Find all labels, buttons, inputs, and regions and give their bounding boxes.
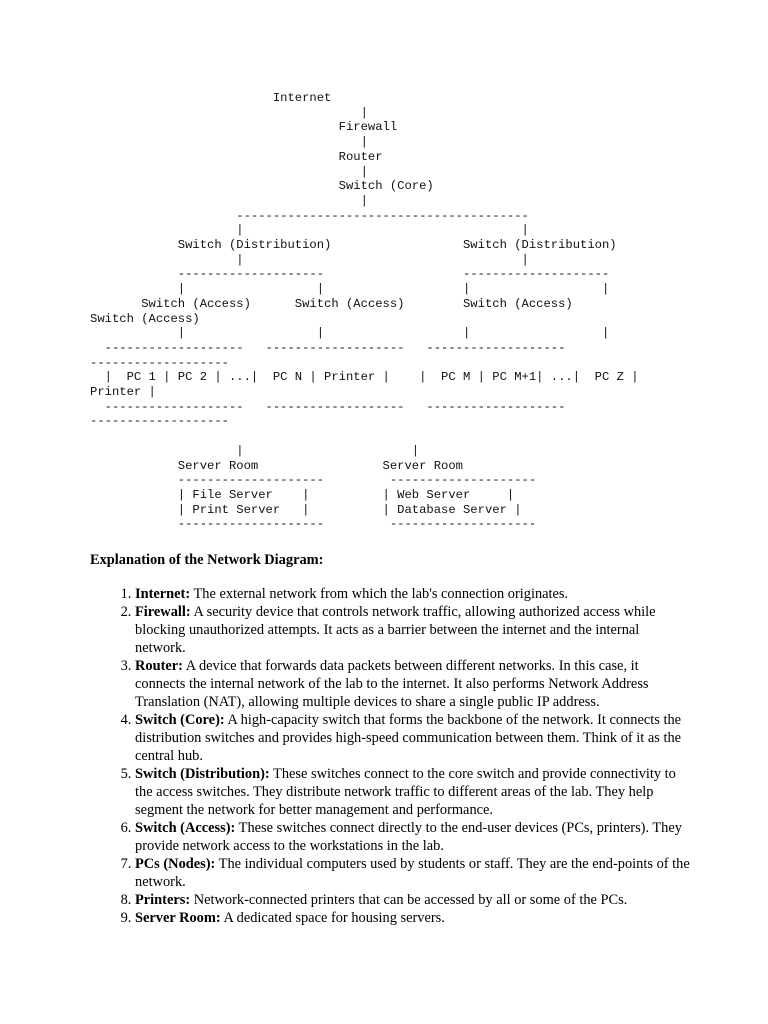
list-item-printers (135, 891, 690, 909)
explanation-section (90, 551, 690, 927)
term-label: Server Room: (135, 910, 221, 926)
term-label: Firewall: (135, 604, 191, 620)
term-description: A device that forwards data packets between different networks. In this case, it connects the internal network of the lab to the internet. It also performs Network Address Translation (NAT), allowing multiple devices to share a single public IP address. (135, 658, 649, 710)
term-label: Printers: (135, 892, 191, 908)
list-item-pcs (135, 855, 690, 891)
list-item-internet (135, 585, 690, 603)
term-label: Switch (Core): (135, 712, 225, 728)
list-item-router (135, 657, 690, 711)
term-label: Router: (135, 658, 183, 674)
explanation-list (90, 585, 690, 927)
term-description: The external network from which the lab's connection originates. (190, 586, 569, 602)
term-label: Switch (Access): (135, 820, 236, 836)
term-description: Network-connected printers that can be accessed by all or some of the PCs. (190, 892, 628, 908)
list-item-server-room (135, 909, 690, 927)
term-description: The individual computers used by students or staff. They are the end-points of the network. (135, 856, 690, 890)
term-description: These switches connect directly to the end-user devices (PCs, printers). They provide network access to the workstations in the lab. (135, 820, 682, 854)
term-label: Internet: (135, 586, 191, 602)
term-description: These switches connect to the core switch and provide connectivity to the access switches. They distribute network traffic to different areas of the lab. They help segment the network for better management and performance. (135, 766, 676, 818)
list-item-switch-core (135, 711, 690, 765)
term-label: PCs (Nodes): (135, 856, 216, 872)
term-description: A dedicated space for housing servers. (220, 910, 445, 926)
list-item-switch-access (135, 819, 690, 855)
term-description: A high-capacity switch that forms the backbone of the network. It connects the distribution switches and provides high-speed communication between them. Think of it as the central hub. (135, 712, 682, 764)
network-diagram-ascii: Internet | Firewall | Router | Switch (Core) | ---------------------------------------- | | Switch (Distribution) Switch (Distribution) | | -------------------- -------------------- | | | | Switch (Access) Switch (Access) Switch (Access) Switch (Access) | | | | ------------------- ------------------- ------------------- ------------------- | PC 1 | PC 2 | ...| PC N | Printer | | PC M | PC M+1| ...| PC Z | Printer | ------------------- ------------------- ------------------- ------------------- | | Server Room Server Room -------------------- -------------------- | File Server | | Web Server | | Print Server | | Database Server | -------------------- -------------------- (90, 91, 639, 532)
list-item-switch-distribution (135, 765, 690, 819)
explanation-heading: Explanation of the Network Diagram: (90, 552, 324, 568)
list-item-firewall (135, 603, 690, 657)
term-label: Switch (Distribution): (135, 766, 270, 782)
term-description: A security device that controls network traffic, allowing authorized access while blocking unauthorized attempts. It acts as a barrier between the internet and the internal network. (135, 604, 656, 656)
